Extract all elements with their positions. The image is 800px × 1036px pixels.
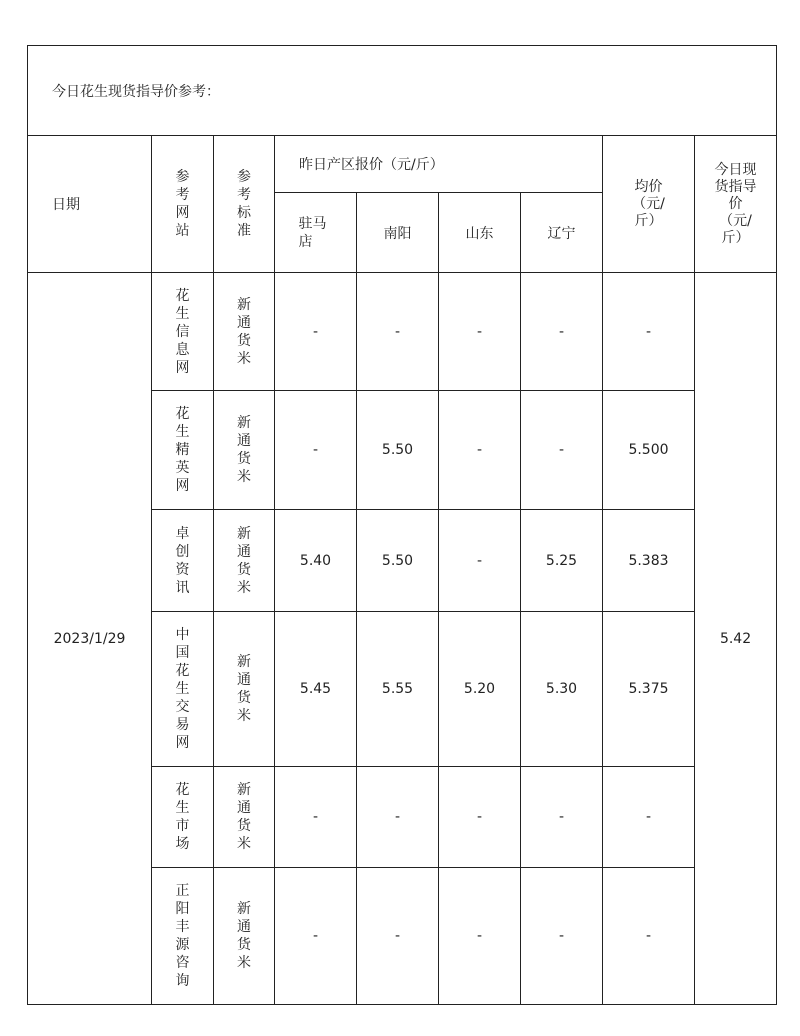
nanyang-cell: 5.50 xyxy=(357,391,439,510)
document-page xyxy=(27,45,776,1005)
nanyang-cell: - xyxy=(357,767,439,868)
liaoning-cell: - xyxy=(521,868,603,1005)
standard-cell: 新通货米 xyxy=(214,612,275,767)
avg-cell: - xyxy=(603,767,695,868)
shandong-cell: - xyxy=(439,868,521,1005)
header-date: 日期 xyxy=(28,136,152,273)
zhumadian-cell: - xyxy=(275,767,357,868)
price-table xyxy=(27,45,777,1005)
shandong-cell: 5.20 xyxy=(439,612,521,767)
site-cell: 花生信息网 xyxy=(152,273,214,391)
avg-cell: 5.383 xyxy=(603,510,695,612)
zhumadian-cell: 5.40 xyxy=(275,510,357,612)
table-title: 今日花生现货指导价参考： xyxy=(28,46,777,136)
site-cell: 花生精英网 xyxy=(152,391,214,510)
shandong-cell: - xyxy=(439,767,521,868)
zhumadian-cell: - xyxy=(275,273,357,391)
header-site: 参考网站 xyxy=(152,136,214,273)
avg-cell: - xyxy=(603,868,695,1005)
table-row xyxy=(28,273,777,391)
zhumadian-cell: - xyxy=(275,868,357,1005)
nanyang-cell: 5.55 xyxy=(357,612,439,767)
header-avg-price: 均价（元/斤） xyxy=(603,136,695,273)
header-region-liaoning: 辽宁 xyxy=(521,193,603,273)
zhumadian-cell: 5.45 xyxy=(275,612,357,767)
avg-cell: 5.375 xyxy=(603,612,695,767)
shandong-cell: - xyxy=(439,510,521,612)
nanyang-cell: - xyxy=(357,868,439,1005)
shandong-cell: - xyxy=(439,273,521,391)
avg-cell: 5.500 xyxy=(603,391,695,510)
standard-cell: 新通货米 xyxy=(214,868,275,1005)
site-cell: 花生市场 xyxy=(152,767,214,868)
date-cell: 2023/1/29 xyxy=(28,273,152,1005)
zhumadian-cell: - xyxy=(275,391,357,510)
nanyang-cell: 5.50 xyxy=(357,510,439,612)
liaoning-cell: - xyxy=(521,273,603,391)
standard-cell: 新通货米 xyxy=(214,767,275,868)
header-region-shandong: 山东 xyxy=(439,193,521,273)
header-region-zhumadian: 驻马店 xyxy=(275,193,357,273)
avg-cell: - xyxy=(603,273,695,391)
liaoning-cell: 5.30 xyxy=(521,612,603,767)
liaoning-cell: 5.25 xyxy=(521,510,603,612)
site-cell: 正阳丰源咨询 xyxy=(152,868,214,1005)
header-guide-price: 今日现货指导价（元/斤） xyxy=(695,136,777,273)
header-standard: 参考标准 xyxy=(214,136,275,273)
shandong-cell: - xyxy=(439,391,521,510)
site-cell: 中国花生交易网 xyxy=(152,612,214,767)
site-cell: 卓创资讯 xyxy=(152,510,214,612)
standard-cell: 新通货米 xyxy=(214,510,275,612)
liaoning-cell: - xyxy=(521,767,603,868)
guide-price-cell: 5.42 xyxy=(695,273,777,1005)
header-yesterday-price: 昨日产区报价（元/斤） xyxy=(275,136,603,193)
standard-cell: 新通货米 xyxy=(214,273,275,391)
liaoning-cell: - xyxy=(521,391,603,510)
header-region-nanyang: 南阳 xyxy=(357,193,439,273)
standard-cell: 新通货米 xyxy=(214,391,275,510)
nanyang-cell: - xyxy=(357,273,439,391)
